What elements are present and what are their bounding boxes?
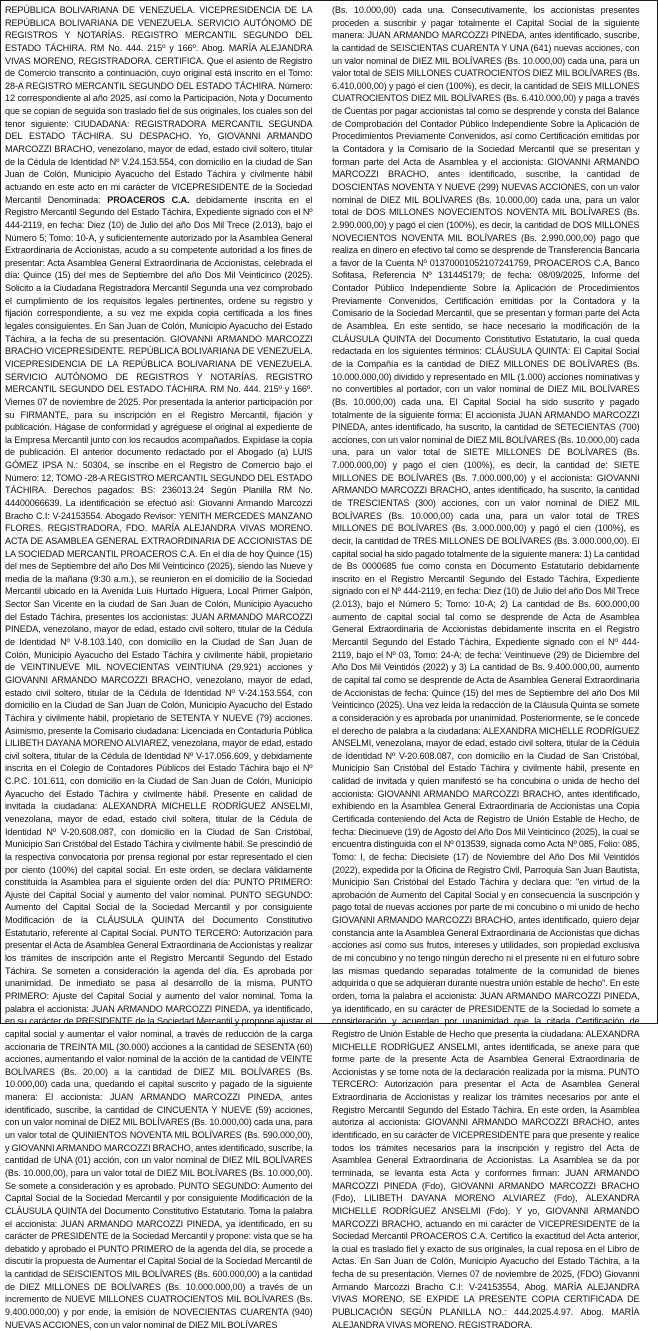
company-name-bold: PROACEROS C.A. xyxy=(107,193,190,205)
notice-left-text-body: debidamente inscrita en el Registro Mercantil Segundo del Estado Táchira, Expediente signado con el Nº 444-2119, en fecha: Diez (10) de Julio del año Dos Mil Trece (2.013), bajo el Número 5; Tomo: 10-A, y suficientemente autorizado por la Asamblea General Extraordinaria de Accionistas, acudo a su competente autoridad a los fines de presentar: Acta Asamblea General Extraordinaria de Accionistas, celebrada el día: Quince (15) del mes de Septiembre del año Dos Mil Veinticinco (2025). Solicito a la Ciudadana Registradora Mercantil Segunda una vez comprobado el cumplimiento de los requisitos legales pertinentes, ordene su registro y fijación correspondiente, a su vez me expida copia certificada a los fines legales consiguientes. En San Juan de Colón, Municipio Ayacucho del Estado Táchira, a la fecha de su presentación. GIOVANNI ARMANDO MARCOZZI BRACHO VICEPRESIDENTE. REPÚBLICA BOLIVARIANA DE VENEZUELA. VICEPRESIDENCIA DE LA REPÚBLICA BOLIVARIANA DE VENEZUELA. SERVICIO AUTÓNOMO DE REGISTROS Y NOTARÍAS. REGISTRO MERCANTIL SEGUNDO DEL ESTADO TÁCHIRA. RM No. 444. 215º y 166º. Viernes 07 de noviembre de 2025. Por presentada la anterior participación por su FIRMANTE, para su inscripción en el Registro Mercantil, fijación y publicación. Hágase de conformidad y agréguese el original al expediente de la Empresa Mercantil junto con los recaudos acompañados. Expídase la copia de publicación. El anterior documento redactado por el Abogado (a) LUIS GÓMEZ IPSA N.: 50304, se inscribe en el Registro de Comercio bajo el Número: 12, TOMO -28-A REGISTRO MERCANTIL SEGUNDO DEL ESTADO TÁCHIRA. Derechos pagados: BS: 236013.24 Según Planilla RM No. 44400066639. La identificación se efectuó así: Giovanni Armando Marcozzi Bracho C.I: V-24153554. Abogado Revisor: YENITH MERCEDES MANZANO FLORES. REGISTRADORA, FDO. MARÍA ALEJANDRA VIVAS MORENO. ACTA DE ASAMBLEA GENERAL EXTRAORDINARIA DE ACCIONISTAS DE LA SOCIEDAD MERCANTIL PROACEROS C.A. En el día de hoy Quince (15) del mes de Septiembre del año Dos Mil Veinticinco (2025), siendo las Nueve y media de la mañana (9:30 a.m.), se reunieron en el domicilio de la Sociedad Mercantil ubicado en la Avenida Luis Hurtado Higuera, Local Primer Galpón, Sector San Vicente en la ciudad de San Juan de Colón, Municipio Ayacucho del Estado Táchira, presentes los accionistas: JUAN ARMANDO MARCOZZI PINEDA, venezolano, mayor de edad, estado civil soltero, titular de la Cédula de Identidad Nº V-8.103.140, con domicilio en la Ciudad de San Juan de Colón, Municipio Ayacucho del Estado Táchira y civilmente hábil, propietario de VEINTINUEVE MIL NOVECIENTAS VEINTIUNA (29.921) acciones y GIOVANNI ARMANDO MARCOZZI BRACHO, venezolano, mayor de edad, estado civil soltero, titular de la Cédula de Identidad Nº V-24.153.554, con domicilio en la Ciudad de San Juan de Colón, Municipio Ayacucho del Estado Táchira y civilmente hábil, propietario de SETENTA Y NUEVE (79) acciones. Asimismo, presente la Comisario ciudadana: Licenciada en Contaduría Pública LILIBETH DAYANA MORENO ALVIAREZ, venezolana, mayor de edad, estado civil soltera, titular de la Cédula de Identidad Nº V-17.056.609, y debidamente inscrita en el Colegio de Contadores Públicos del Estado Táchira bajo el Nº C.P.C. 101.611, con domicilio en la Ciudad de San Juan de Colón, Municipio Ayacucho del Estado Táchira y civilmente hábil. Presente en calidad de invitada la ciudadana: ALEXANDRA MICHELLE RODRÍGUEZ ANSELMI, venezolana, mayor de edad, estado civil soltera, titular de la Cédula de Identidad Nº V-20.608.087, con domicilio en la Ciudad de San Cristóbal, Municipio San Cristóbal del Estado Táchira y civilmente hábil. Se prescindió de la respectiva convocatoria por prensa regional por estar representado el cien por ciento (100%) del capital social. En este orden, se declara válidamente constituida la Asamblea para el siguiente orden del día: PUNTO PRIMERO: Ajuste del Capital Social y aumento del valor nominal. PUNTO SEGUNDO: Aumento del Capital Social de la Sociedad Mercantil y por consiguiente Modificación de la CLÁUSULA QUINTA del Documento Constitutivo Estatutario, referente al Capital Social. PUNTO TERCERO: Autorización para presentar el Acta de Asamblea General Extraordinaria de Accionistas y realizar los trámites de inscripción ante el Registro Mercantil Segundo del Estado Táchira. Se someten a consideración la agenda del día. Es aprobada por unanimidad. De inmediato se pasa al desarrollo de la misma. PUNTO PRIMERO: Ajuste del Capital Social y aumento del valor nominal. Toma la palabra el accionista: JUAN ARMANDO MARCOZZI PINEDA, ya identificado, en su carácter de PRESIDENTE de la Sociedad Mercantil y propone ajustar el capital social y aumentar el valor nominal, a través de reducción de la carga accionaria de TREINTA MIL (30.000) acciones a la cantidad de SESENTA (60) acciones, aumentando el valor nominal de la acción de la cantidad de VEINTE BOLÍVARES (Bs. 20,00) a la cantidad de DIEZ MIL BOLÍVARES (Bs. 10.000,00) cada una, quedando el capital suscrito y pagado de la siguiente manera: El accionista: JUAN ARMANDO MARCOZZI PINEDA, antes identificado, suscribe, la cantidad de CINCUENTA Y NUEVE (59) acciones, con un valor nominal de DIEZ MIL BOLÍVARES (Bs. 10.000,00) cada una, para un valor total de QUINIENTOS NOVENTA MIL BOLÍVARES (Bs. 590.000,00), y GIOVANNI ARMANDO MARCOZZI BRACHO, antes identificado, suscribe, la cantidad de UNA (01) acción, con un valor nominal de DIEZ MIL BOLÍVARES (Bs. 10.000,00), para un valor total de DIEZ MIL BOLÍVARES (Bs. 10.000,00). Se somete a consideración y es aprobado. PUNTO SEGUNDO: Aumento del Capital Social de la Sociedad Mercantil y por consiguiente Modificación de la CLÁUSULA QUINTA del Documento Constitutivo Estatutario. Toma la palabra el accionista: JUAN ARMANDO MARCOZZI PINEDA, ya identificado, en su carácter de PRESIDENTE de la Sociedad Mercantil y propone: vista que se ha debatido y aprobado el PUNTO PRIMERO de la agenda del día, se procede a discutir la propuesta de Aumentar el Capital Social de la Sociedad Mercantil de la cantidad de SEISCIENTOS MIL BOLÍVARES (Bs. 600.000,00) a la cantidad de DIEZ MILLONES DE BOLÍVARES (Bs. 10.000.000,00) a través de un incremento de NUEVE MILLONES CUATROCIENTOS MIL BOLÍVARES (Bs. 9.400.000,00) y por ende, la emisión de NOVECIENTAS CUARENTA (940) NUEVAS ACCIONES, con un valor nominal de DIEZ MIL BOLÍVARES xyxy=(5,193,313,1330)
notice-left-paragraph xyxy=(5,4,312,1331)
notice-right-paragraph: (Bs. 10.000,00) cada una. Consecutivamente, los accionistas presentes proceden a suscribir y pagar totalmente el Capital Social de la siguiente manera: JUAN ARMANDO MARCOZZI PINEDA, antes identificado, suscribe, la cantidad de SEISCIENTAS CUARENTA Y UNA (641) nuevas acciones, con un valor nominal de DIEZ MIL BOLÍVARES (Bs. 10.000,00) cada una, para un valor total de SEIS MILLONES CUATROCIENTOS DIEZ MIL BOLÍVARES (Bs. 6.410.000,00) y pagó el cien (100%), es decir, la cantidad de SEIS MILLONES CUATROCIENTOS DIEZ MIL BOLÍVARES (Bs. 6.410.000,00) y paga a través de Cuentas por pagar accionistas tal como se desprende y consta del Balance de Comprobación del Contador Público Independiente Sobre la Aplicación de Procedimientos Previamente Convenidos, así como Certificación emitidas por la Contadora y la Comisario de la Sociedad Mercantil que se presentan y forman parte del Acta de Asamblea y el accionista: GIOVANNI ARMANDO MARCOZZI BRACHO, antes identificado, suscribe, la cantidad de DOSCIENTAS NOVENTA Y NUEVE (299) NUEVAS ACCIONES, con un valor nominal de DIEZ MIL BOLÍVARES (Bs. 10.000,00) cada una, para un valor total de DOS MILLONES NOVECIENTOS NOVENTA MIL BOLÍVARES (Bs. 2.990.000,00) y pagó el cien (100%), es decir, la cantidad de DOS MILLONES NOVECIENTOS NOVENTA MIL BOLÍVARES (Bs. 2.990.000,00) pago que realiza en dinero en efectivo tal como se desprende de Transferencia Bancaria a favor de la Cuenta Nº 01370001052107241759, PROACEROS C.A, Banco Sofitasa, Referencia Nº 131445179; de fecha: 08/09/2025, Informe del Contador Público Independiente Sobre la Aplicación de Procedimientos Previamente Convenidos, Certificación emitidas por la Contadora y la Comisario de la Sociedad Mercantil, que se presentan y forman parte del Acta de Asamblea. En este sentido, se hace necesario la modificación de la CLÁUSULA QUINTA del Documento Constitutivo Estatutario, la cual queda redactada en los siguientes términos: CLÁUSULA QUINTA: El Capital Social de la Compañía es la cantidad de DIEZ MILLONES DE BOLÍVARES (Bs. 10.000.000,00) dividido y representado en MIL (1.000) acciones nominativas y no convertibles al portador, con un valor nominal de DIEZ MIL BOLÍVARES (Bs. 10.000,00) cada una. El Capital Social ha sido suscrito y pagado totalmente de la siguiente forma: El accionista JUAN ARMANDO MARCOZZI PINEDA, antes identificado, ha suscrito, la cantidad de SETECIENTAS (700) acciones, con un valor nominal de DIEZ MIL BOLÍVARES (Bs. 10.000,00) cada una, para un valor total de SIETE MILLONES DE BOLÍVARES (Bs. 7.000.000,00) y pagó el cien (100%), es decir, la cantidad de: SIETE MILLONES DE BOLÍVARES (Bs. 7.000.000,00) y el accionista: GIOVANNI ARMANDO MARCOZZI BRACHO, antes identificado, ha suscrito, la cantidad de TRESCIENTAS (300) acciones, con un valor nominal de DIEZ MIL BOLÍVARES (Bs. 10.000,00) cada una, para un valor total de TRES MILLONES DE BOLÍVARES (Bs. 3.000.000,00) y pagó el cien (100%), es decir, la cantidad de TRES MILLONES DE BOLÍVARES (Bs. 3.000.000,00). El capital social ha sido pagado totalmente de la siguiente manera: 1) La cantidad de Bs 0000685 fue como consta en Documento Estatutario debidamente inscrito en el Registro Mercantil Segundo del Estado Táchira, Expediente signado con el Nº 444-2119, en fecha: Diez (10) de Julio del año Dos Mil Trece (2.013), bajo el Número 5; Tomo: 10-A; 2) La cantidad de Bs. 600.000,00 aumento de capital social tal como se desprende de Acta de Asamblea General Extraordinaria de Accionistas debidamente inscrita en el Registro Mercantil Segundo del Estado Táchira, Expediente signado con el Nº 444-2119, bajo el Nº 03, Tomo: 24-A; de fecha: Veintinueve (29) de Diciembre del Año Dos Mil Veintidós (2022) y 3) La cantidad de Bs. 9.400.000,00, aumento de capital tal como se desprende de Acta de Asamblea General Extraordinaria de Accionistas de fecha: Quince (15) del mes de Septiembre del año Dos Mil Veinticinco (2025). Una vez leída la redacción de la Cláusula Quinta se somete a consideración y es aprobada por unanimidad. Posteriormente, se le concede el derecho de palabra a la ciudadana: ALEXANDRA MICHELLE RODRÍGUEZ ANSELMI, venezolana, mayor de edad, estado civil soltera, titular de la Cédula de Identidad Nº V-20.608.087, con domicilio en la Ciudad de San Cristóbal, Municipio San Cristóbal del Estado Táchira y civilmente hábil, presente en calidad de invitada y quien manifestó se ha concubina o unida de hecho del accionista: GIOVANNI ARMANDO MARCOZZI BRACHO, antes identificado, exhibiendo en la Asamblea General Extraordinaria de Accionistas una Copia Certificada conteniendo del Acta de Registro de Unión Estable de Hecho, de fecha: Diecinueve (19) de Agosto del Año Dos Mil Veinticinco (2025), la cual se encuentra distinguida con el Nº 013539, signada como Acta Nº 085, Folio: 085, Tomo: I, de fecha: Diecisiete (17) de Noviembre del Año Dos Mil Veintidós (2022), expedida por la Oficina de Registro Civil, Parroquia San Juan Bautista, Municipio San Cristóbal del Estado Táchira y declara que: "en virtud de la aprobación de Aumento del Capital Social y en consecuencia la suscripción y pago total de nuevas acciones por parte de mi concubino o mi unido de hecho GIOVANNI ARMANDO MARCOZZI BRACHO, antes identificado, quiero dejar constancia ante la Asamblea General Extraordinaria de Accionistas que dichas acciones así como sus frutos, intereses y utilidades, son propiedad exclusiva de mi concubino y no tengo ningún derecho ni el presente ni en el futuro sobre las mismas quedando separadas totalmente de la comunidad de bienes adquirida o que se adquieran durante nuestra unión estable de hecho". En este orden, toma la palabra el accionista: JUAN ARMANDO MARCOZZI PINEDA, ya identificado, en su carácter de PRESIDENTE de la Sociedad lo somete a consideración y acuerdan por unanimidad que la citada Certificación de Registro de Unión Estable de Hecho que presenta la ciudadana: ALEXANDRA MICHELLE RODRÍGUEZ ANSELMI, antes identificada, se anexe para que forme parte de la presente Acta de Asamblea General Extraordinaria de Accionistas y se tome nota de la declaración realizada por la misma. PUNTO TERCERO: Autorización para presentar el Acta de Asamblea General Extraordinaria de Accionistas y realizar los trámites necesarios por ante el Registro Mercantil Segundo del Estado Táchira. En este orden, la Asamblea autoriza al accionista: GIOVANNI ARMANDO MARCOZZI BRACHO, antes identificado, en su carácter de VICEPRESIDENTE para que presente y realice todos los trámites necesarios para la inscripción y registro del Acta de Asamblea General Extraordinaria de Accionistas. La Asamblea se da por terminada, se levanta esta Acta y conformes firman: JUAN ARMANDO MARCOZZI PINEDA (Fdo), GIOVANNI ARMANDO MARCOZZI BRACHO (Fdo), LILIBETH DAYANA MORENO ALVIAREZ (Fdo), ALEXANDRA MICHELLE RODRÍGUEZ ANSELMI (Fdo). Y yo, GIOVANNI ARMANDO MARCOZZI BRACHO, actuando en mi carácter de VICEPRESIDENTE de la Sociedad Mercantil PROACEROS C.A. Certifico la exactitud del Acta anterior, la cual es traslado fiel y exacto de sus originales, la cual reposa en el Libro de Actas. En San Juan de Colón, Municipio Ayacucho del Estado Táchira, a la fecha de su presentación. Viernes 07 de noviembre de 2025, (FDO) Giovanni Armando Marcozzi Bracho C.I: V-24153554, Abog. MARÍA ALEJANDRA VIVAS MORENO, SE EXPIDE LA PRESENTE COPIA CERTIFICADA DE PUBLICACIÓN SEGÚN PLANILLA NO.: 444.2025.4.97. Abog. MARÍA ALEJANDRA VIVAS MORENO. REGISTRADORA. xyxy=(332,4,640,1330)
notice-right-column xyxy=(332,4,640,1330)
notice-left-column xyxy=(5,4,313,1330)
notice-left-text-intro: REPÚBLICA BOLIVARIANA DE VENEZUELA. VICEPRESIDENCIA DE LA REPÚBLICA BOLIVARIANA DE VENEZUELA. SERVICIO AUTÓNOMO DE REGISTROS Y NOTARÍAS. REGISTRO MERCANTIL SEGUNDO DEL ESTADO TÁCHIRA. RM No. 444. 215º y 166º. Abog. MARÍA ALEJANDRA VIVAS MORENO, REGISTRADORA. CERTIFICA. Que el asiento de Registro de Comercio transcrito a continuación, cuyo original está inscrito en el Tomo: 28-A REGISTRO MERCANTIL SEGUNDO DEL ESTADO TÁCHIRA. Número: 12 correspondiente al año 2025, así como la Participación, Nota y Documento que se copian de seguida son traslado fiel de sus originales, los cuales son del tenor siguiente: CIUDADANA: REGISTRADORA MERCANTIL SEGUNDA DEL ESTADO TÁCHIRA. SU DESPACHO. Yo, GIOVANNI ARMANDO MARCOZZI BRACHO, venezolano, mayor de edad, estado civil soltero, titular de la Cédula de Identidad Nº V.24.153.554, con domicilio en la ciudad de San Juan de Colón, Municipio Ayacucho del Estado Táchira y civilmente hábil actuando en este acto en mi carácter de VICEPRESIDENTE de la Sociedad Mercantil Denominada: xyxy=(5,4,313,205)
